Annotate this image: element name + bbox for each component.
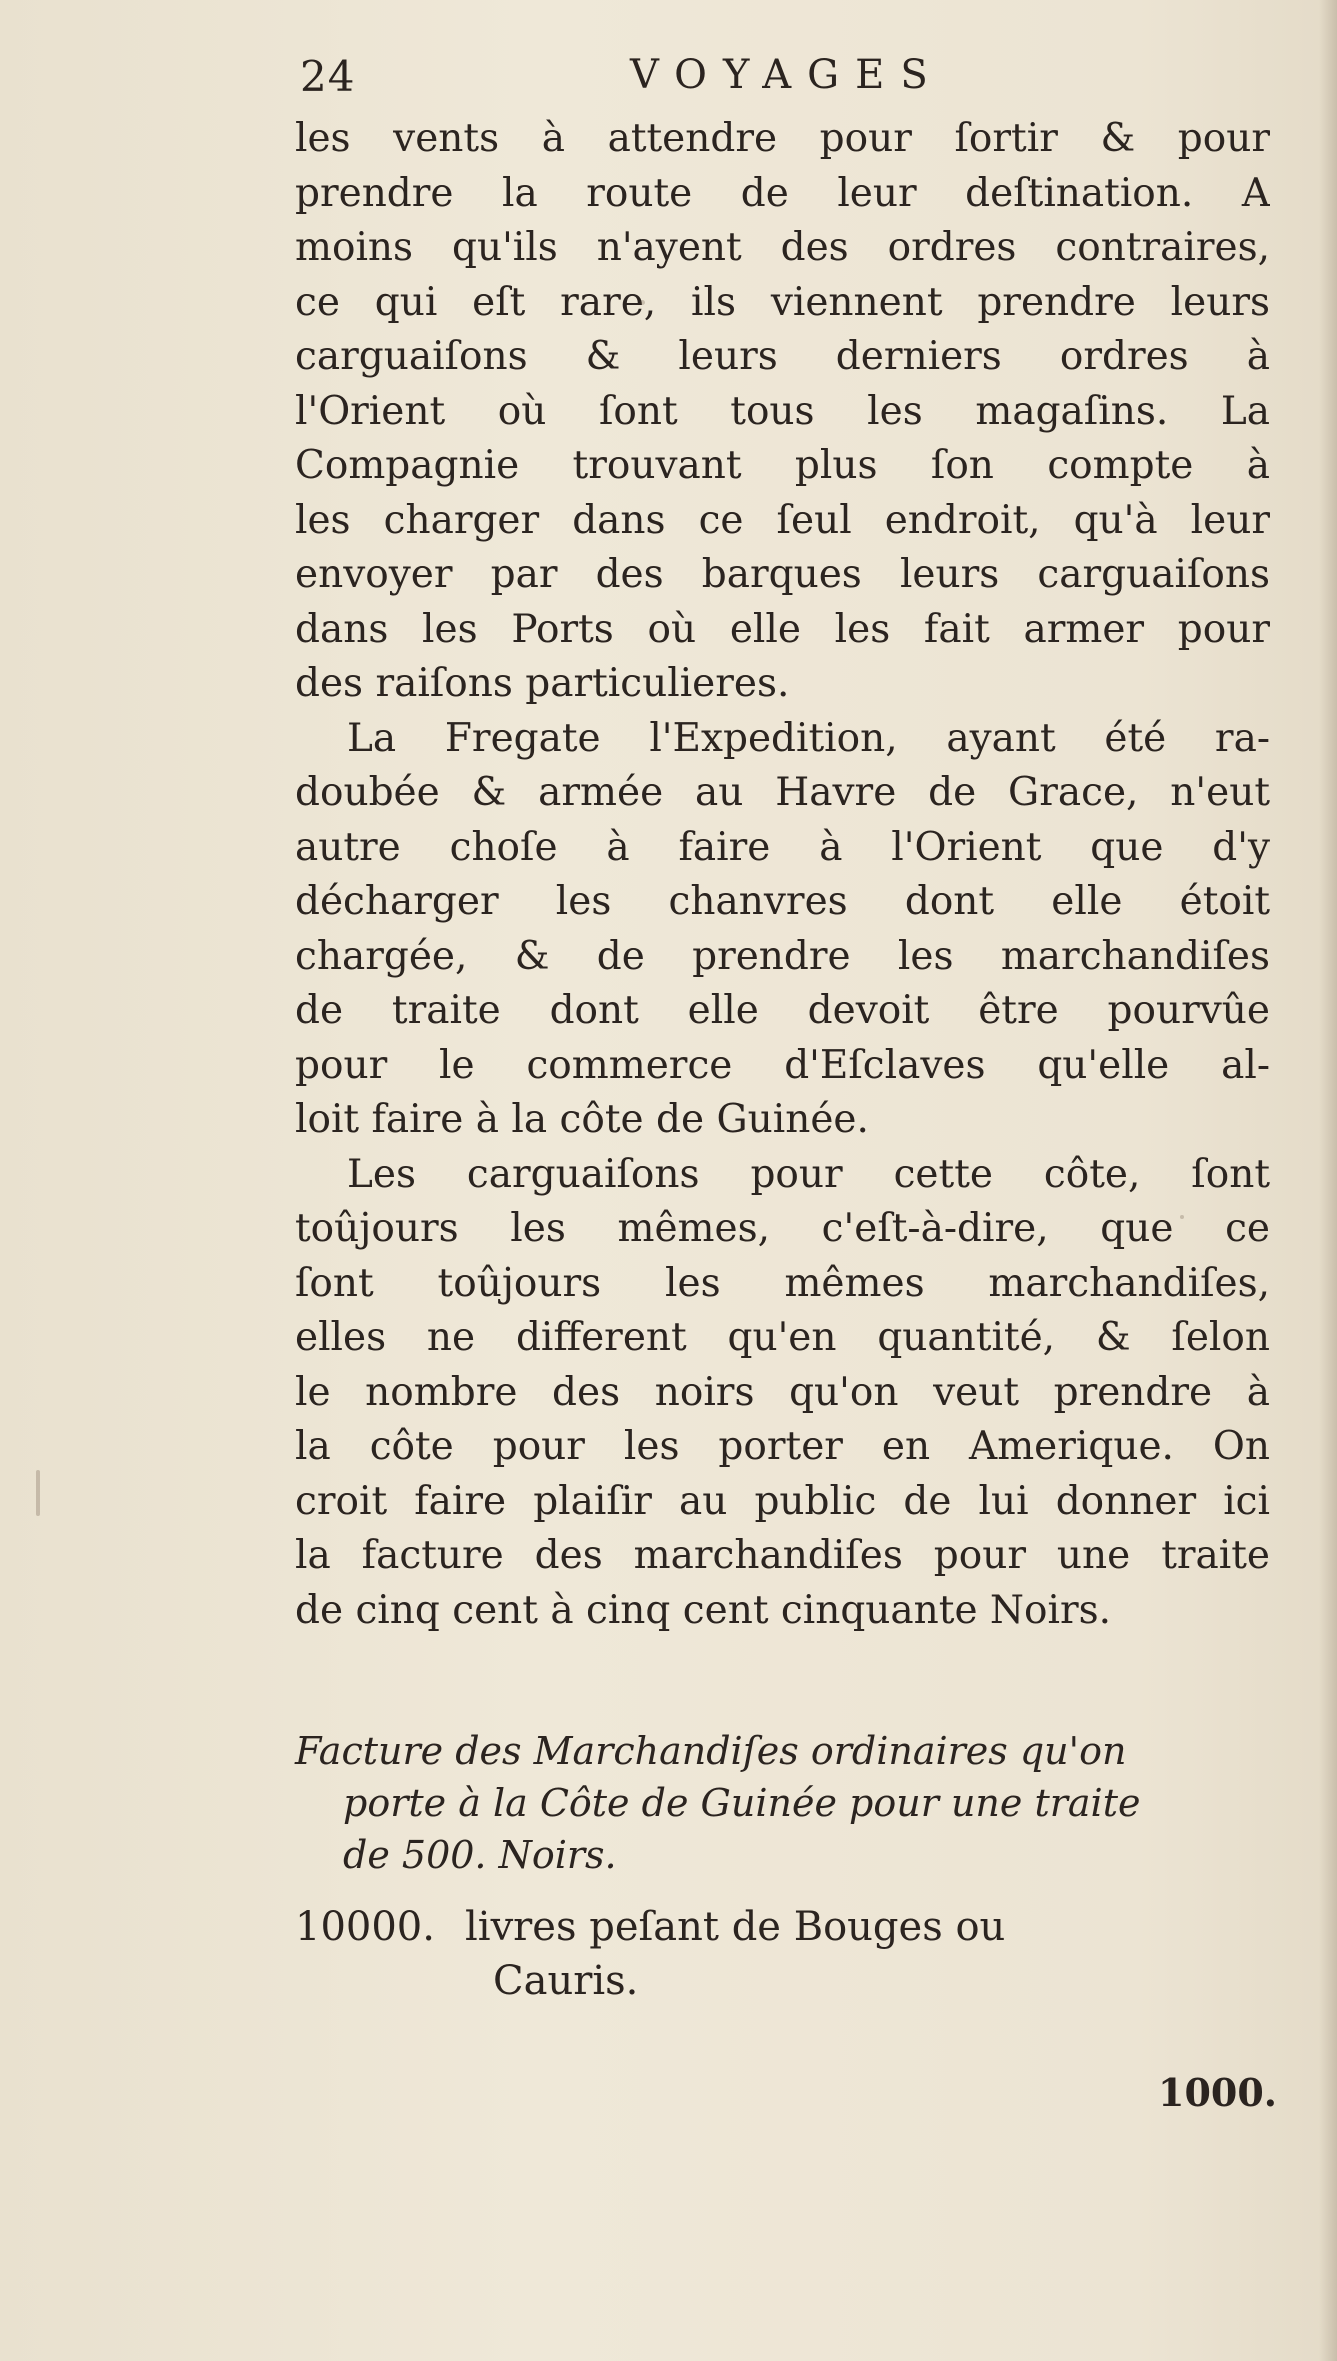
running-head	[300, 52, 1300, 112]
text-line: décharger les chanvres dont elle étoit	[295, 879, 1270, 924]
text-line: dans les Ports où elle les fait armer pour	[295, 606, 1270, 652]
text-line: elles ne different qu'en quantité, & ſelon	[295, 1315, 1270, 1360]
paper-speck	[640, 300, 645, 305]
text-line: moins qu'ils n'ayent des ordres contraires,	[295, 225, 1270, 270]
text-line: de cinq cent à cinq cent cinquante Noirs.	[295, 1587, 1112, 1633]
section-heading	[295, 1725, 1275, 1881]
entry-description: livres peſant de Bouges ou	[465, 1904, 1006, 1950]
text-line: croit faire plaiſir au public de lui donner ici	[295, 1478, 1270, 1524]
section-heading-line: de 500. Noirs.	[343, 1833, 617, 1877]
entry-line	[295, 1900, 1275, 1954]
text-line: envoyer par des barques leurs carguaiſons	[295, 552, 1270, 597]
text-line: toûjours les mêmes, c'eſt-à-dire, que ce	[295, 1206, 1270, 1251]
text-line: loit faire à la côte de Guinée.	[295, 1097, 869, 1142]
text-line: la côte pour les porter en Amerique. On	[295, 1424, 1270, 1469]
entry-amount: 1000.	[1158, 2070, 1277, 2115]
paragraph-start-line: Les carguaiſons pour cette côte, ſont	[347, 1151, 1270, 1197]
page-edge-shadow	[1319, 0, 1337, 2361]
entry-quantity: 10000.	[295, 1904, 435, 1950]
merchandise-entry	[295, 1900, 1275, 2008]
section-heading-line: porte à la Côte de Guinée pour une traite	[343, 1781, 1141, 1825]
paper-speck	[1180, 1215, 1184, 1219]
text-line: chargée, & de prendre les marchandiſes	[295, 933, 1270, 979]
paper-speck	[36, 1470, 40, 1516]
body-text	[295, 112, 1270, 1638]
running-title: VOYAGES	[630, 52, 944, 98]
text-line: autre choſe à faire à l'Orient que d'y	[295, 824, 1270, 870]
entry-description-continued: Cauris.	[493, 1958, 639, 2004]
text-line: doubée & armée au Havre de Grace, n'eut	[295, 770, 1270, 815]
text-line: la facture des marchandiſes pour une traite	[295, 1533, 1270, 1578]
text-line: pour le commerce d'Eſclaves qu'elle al-	[295, 1042, 1270, 1088]
text-line: les charger dans ce ſeul endroit, qu'à leur	[295, 497, 1270, 543]
text-line: prendre la route de leur deſtination. A	[295, 170, 1270, 216]
section-heading-line: Facture des Marchandiſes ordinaires qu'on	[295, 1729, 1127, 1773]
paragraph-start-line: La Fregate l'Expedition, ayant été ra-	[347, 715, 1270, 761]
text-line: ce qui eſt rare, ils viennent prendre leurs	[295, 279, 1270, 325]
text-line: des raiſons particulieres.	[295, 661, 790, 706]
text-line: ſont toûjours les mêmes marchandiſes,	[295, 1260, 1270, 1306]
text-line: carguaiſons & leurs derniers ordres à	[295, 334, 1270, 379]
page-number: 24	[300, 52, 356, 101]
text-line: les vents à attendre pour ſortir & pour	[295, 116, 1270, 161]
text-line: le nombre des noirs qu'on veut prendre à	[295, 1369, 1270, 1415]
text-line: de traite dont elle devoit être pourvûe	[295, 988, 1270, 1033]
text-line: l'Orient où ſont tous les magaſins. La	[295, 388, 1270, 434]
text-line: Compagnie trouvant plus ſon compte à	[295, 443, 1270, 488]
